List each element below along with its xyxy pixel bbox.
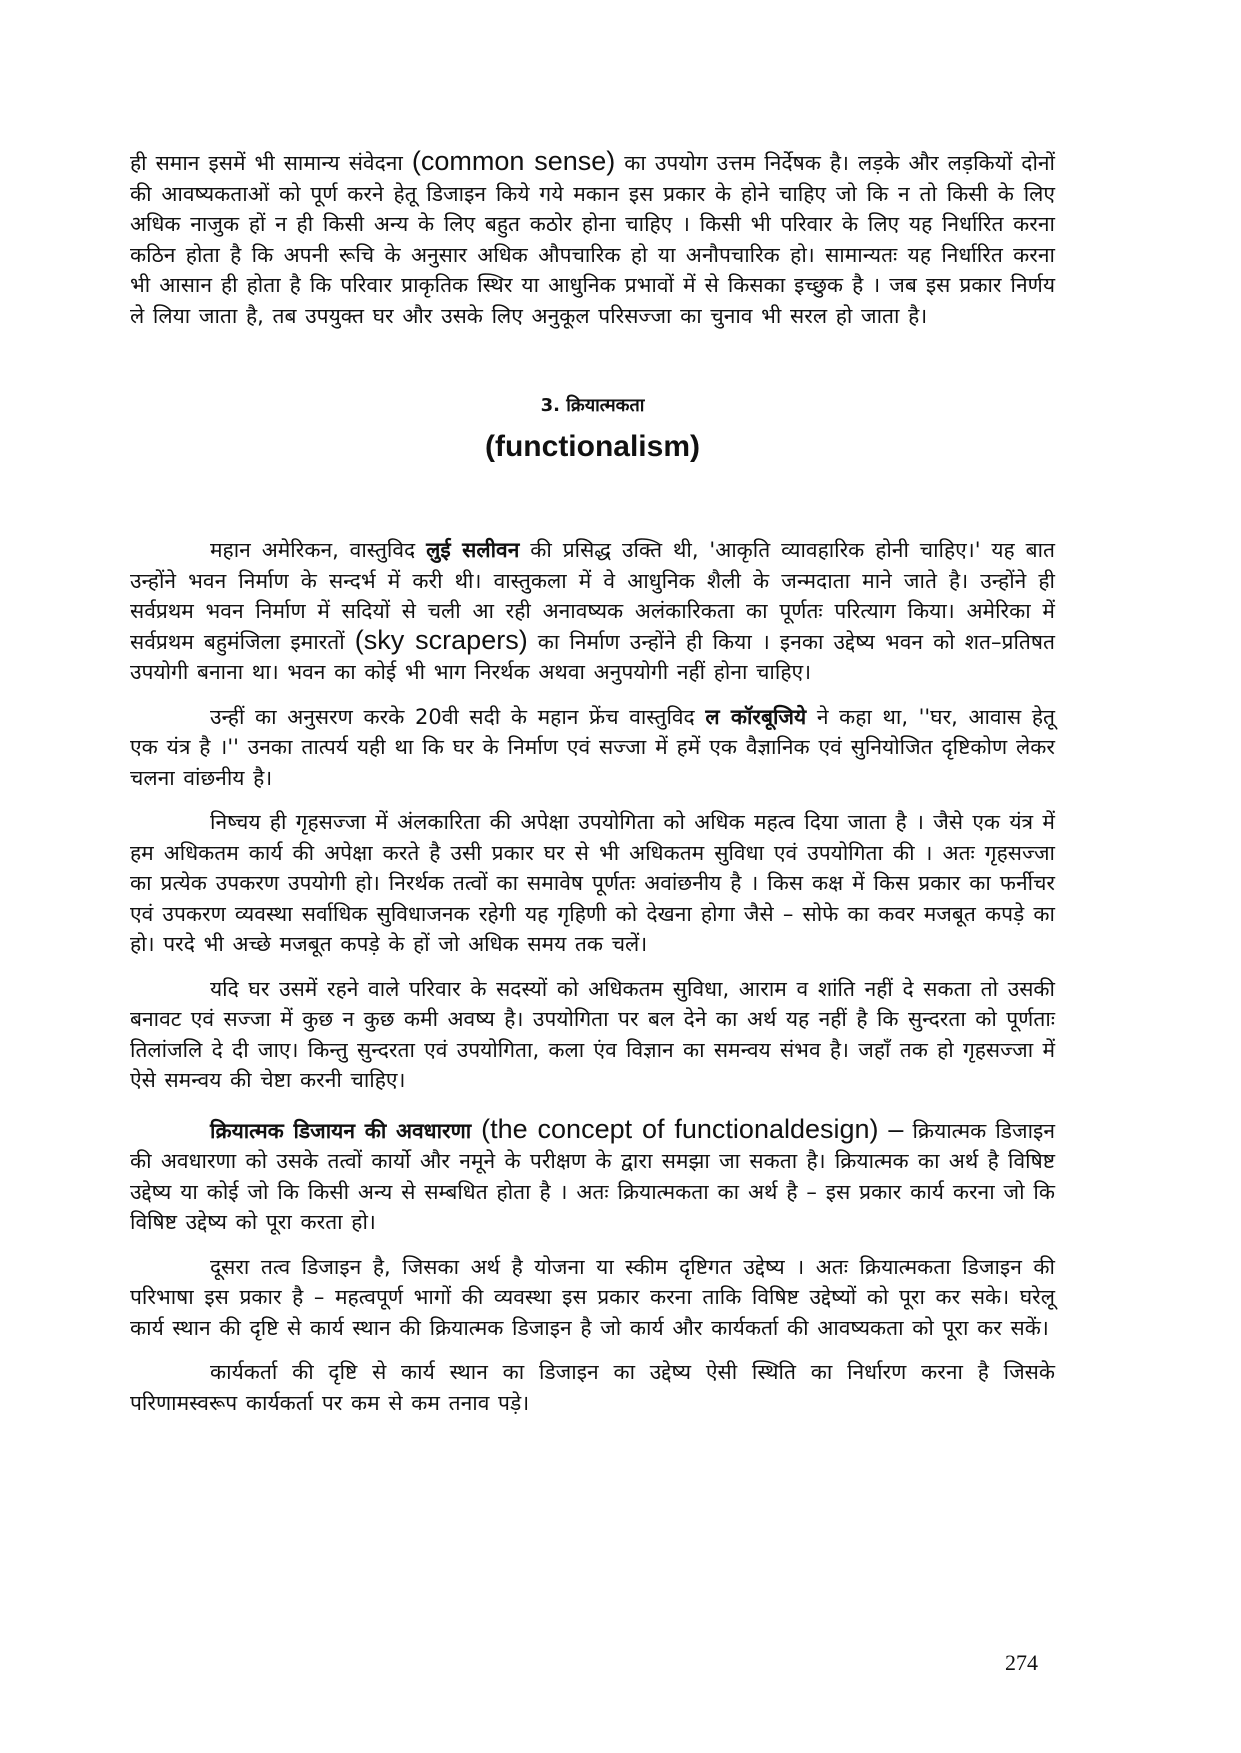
paragraph-le-corbusier: उन्हीं का अनुसरण करके 20वी सदी के महान फ्रेंच वास्तुविद ल कॉरबूजिये ने कहा था, ''घर, आवास हेतू एक यंत्र है ।'' उनका तात्पर्य यही था कि घर के निर्माण एवं सज्जा में हमें एक वैज्ञानिक एवं सुनियोजित दृष्टिकोण लेकर चलना वांछनीय है। — [130, 704, 1055, 790]
paragraph-comfort: यदि घर उसमें रहने वाले परिवार के सदस्यों को अधिकतम सुविधा, आराम व शांति नहीं दे सकता तो उसकी बनावट एवं सज्जा में कुछ न कुछ कमी अवष्य है। उपयोगिता पर बल देने का अर्थ यह नहीं है कि सुन्दरता को पूर्णताः तिलांजलि दे दी जाए। किन्तु सुन्दरता एवं उपयोगिता, कला एंव विज्ञान का समन्वय संभव है। जहाँ तक हो गृहसज्जा में ऐसे समन्वय की चेष्टा करनी चाहिए। — [130, 976, 1055, 1092]
paragraph-design-element: दूसरा तत्व डिजाइन है, जिसका अर्थ है योजना या स्कीम दृष्टिगत उद्देष्य । अतः क्रियात्मकता डिजाइन की परिभाषा इस प्रकार है – महत्वपूर्ण भागों की व्यवस्था इस प्रकार करना ताकि विषिष्ट उद्देष्यों को पूरा कर सके। घरेलू कार्य स्थान की दृष्टि से कार्य स्थान की क्रियात्मक डिजाइन है जो कार्य और कार्यकर्ता की आवष्यकता को पूरा कर सकें। — [130, 1254, 1055, 1340]
bold-name-louis-sullivan: लुई सलीवन — [426, 538, 520, 562]
paragraph-functional-design-concept: क्रियात्मक डिजायन की अवधारणा (the concept of functionaldesign) – क्रियात्मक डिजाइन की अवधारणा को उसके तत्वों कार्यो और नमूने के परीक्षण के द्वारा समझा जा सकता है। क्रियात्मक का अर्थ है विषिष्ट उद्देष्य या कोई जो कि किसी अन्य से सम्बधित होता है । अतः क्रियात्मकता का अर्थ है – इस प्रकार कार्य करना जो कि विषिष्ट उद्देष्य को पूरा करता हो। — [130, 1113, 1055, 1234]
paragraph-louis-sullivan: महान अमेरिकन, वास्तुविद लुई सलीवन की प्रसिद्ध उक्ति थी, 'आकृति व्यावहारिक होनी चाहिए।' यह बात उन्होंने भवन निर्माण के सन्दर्भ में करी थी। वास्तुकला में वे आधुनिक शैली के जन्मदाता माने जाते है। उन्होंने ही सर्वप्रथम भवन निर्माण में सदियों से चली आ रही अनावष्यक अलंकारिकता का पूर्णतः परित्याग किया। अमेरिका में सर्वप्रथम बहुमंजिला इमारतों (sky scrapers) का निर्माण उन्होंने ही किया । इनका उद्देष्य भवन को शत–प्रतिषत उपयोगी बनाना था। भवन का कोई भी भाग निरर्थक अथवा अनुपयोगी नहीं होना चाहिए। — [130, 538, 1055, 684]
bold-term-functional-design: क्रियात्मक डिजायन की अवधारणा — [210, 1118, 472, 1143]
bold-name-le-corbusier: ल कॉरबूजिये — [705, 704, 807, 729]
section-heading-english: (functionalism) — [485, 430, 700, 463]
section-heading-hindi: 3. क्रियात्मकता — [540, 395, 645, 416]
english-term-sky-scrapers: (sky scrapers) — [354, 624, 528, 655]
page-number: 274 — [1005, 1650, 1038, 1675]
english-term-functional-design: (the concept of functionaldesign) – — [471, 1113, 904, 1144]
paragraph-intro: ही समान इसमें भी सामान्य संवेदना (common sense) का उपयोग उत्तम निर्देषक है। लड़के और लड़कियों दोनों की आवष्यकताओं को पूर्ण करने हेतू डिजाइन किये गये मकान इस प्रकार के होने चाहिए जो कि न तो किसी के लिए अधिक नाजुक हों न ही किसी अन्य के लिए बहुत कठोर होना चाहिए । किसी भी परिवार के लिए यह निर्धारित करना कठिन होता है कि अपनी रूचि के अनुसार अधिक औपचारिक हो या अनौपचारिक हो। सामान्यतः यह निर्धारित करना भी आसान ही होता है कि परिवार प्राकृतिक स्थिर या आधुनिक प्रभावों में से किसका इच्छुक है । जब इस प्रकार निर्णय ले लिया जाता है, तब उपयुक्त घर और उसके लिए अनुकूल परिसज्जा का चुनाव भी सरल हो जाता है। — [130, 146, 1055, 328]
paragraph-worker-perspective: कार्यकर्ता की दृष्टि से कार्य स्थान का डिजाइन का उद्देष्य ऐसी स्थिति का निर्धारण करना है जिसके परिणामस्वरूप कार्यकर्ता पर कम से कम तनाव पड़े। — [130, 1360, 1055, 1415]
paragraph-utility: निष्चय ही गृहसज्जा में अंलकारिता की अपेक्षा उपयोगिता को अधिक महत्व दिया जाता है । जैसे एक यंत्र में हम अधिकतम कार्य की अपेक्षा करते है उसी प्रकार घर से भी अधिकतम सुविधा एवं उपयोगिता की । अतः गृहसज्जा का प्रत्येक उपकरण उपयोगी हो। निरर्थक तत्वों का समावेष पूर्णतः अवांछनीय है । किस कक्ष में किस प्रकार का फर्नीचर एवं उपकरण व्यवस्था सर्वाधिक सुविधाजनक रहेगी यह गृहिणी को देखना होगा जैसे – सोफे का कवर मजबूत कपड़े का हो। परदे भी अच्छे मजबूत कपड़े के हों जो अधिक समय तक चलें। — [130, 810, 1055, 956]
document-page — [130, 148, 1055, 1418]
english-term-common-sense: (common sense) — [411, 146, 616, 176]
